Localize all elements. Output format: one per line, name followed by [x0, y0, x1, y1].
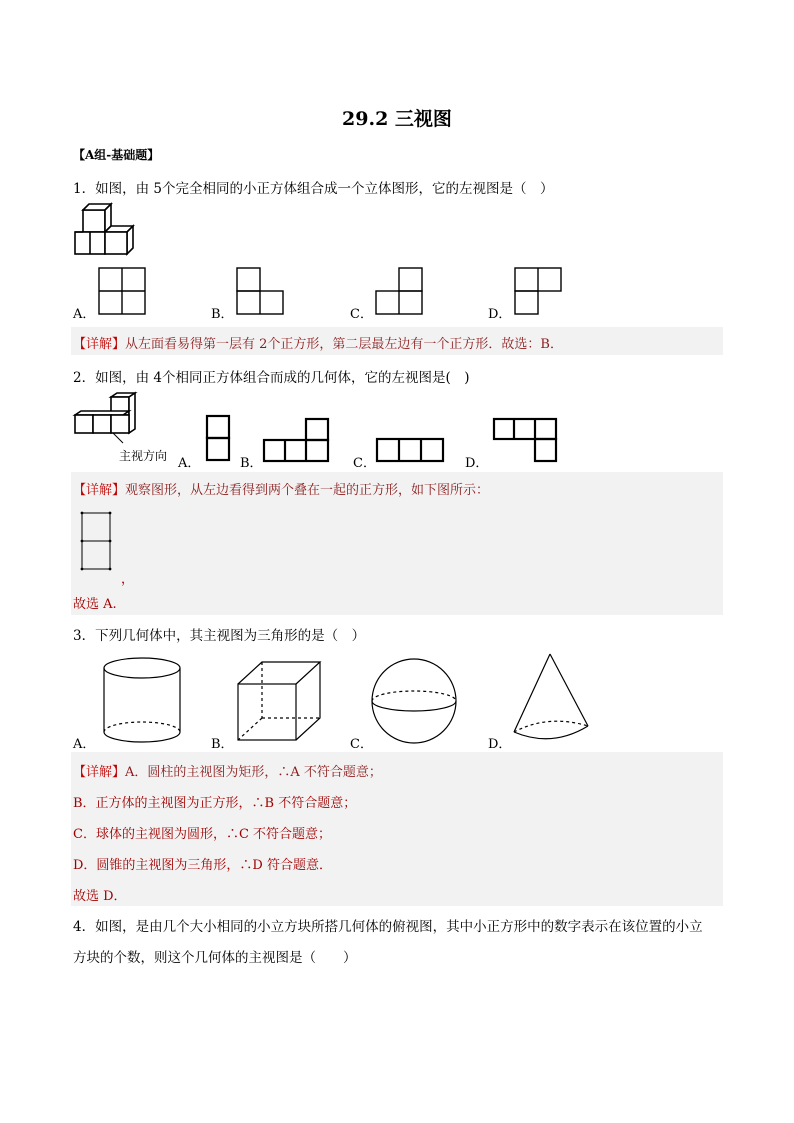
q2-option-c-label: C．: [353, 456, 376, 471]
q3-option-a-label: A．: [73, 737, 96, 752]
q1-answer: [73, 333, 563, 352]
q3-option-b-label: B．: [211, 737, 234, 752]
question-1-text: 1．如图，由 5个完全相同的小正方体组合成一个立体图形，它的左视图是（ ）: [73, 181, 554, 197]
q1-option-c-label: C．: [350, 307, 373, 322]
page-title: 29.2 三视图: [342, 108, 452, 130]
q1-option-b-label: B．: [211, 307, 234, 322]
q2-solid-figure: [73, 393, 139, 439]
q3-answer-line-2: B．正方体的主视图为正方形，∴B 不符合题意；: [73, 796, 357, 811]
q1-answer-text: 从左面看易得第一层有 2个正方形，第二层最左边有一个正方形．故选：B．: [125, 337, 563, 352]
q3-answer-tag: 【详解】: [73, 765, 126, 780]
q2-conclusion: 故选 A.: [73, 597, 117, 612]
question-3-text: 3．下列几何体中，其主视图为三角形的是（ ）: [73, 628, 366, 644]
q2-option-d-figure: [492, 417, 558, 463]
q2-option-a-figure: [205, 414, 231, 462]
q3-cube-figure: [236, 660, 322, 742]
q3-option-c-label: C．: [350, 737, 373, 752]
q3-cone-figure: [512, 652, 592, 748]
q3-answer-line-5: 故选 D．: [73, 889, 127, 904]
q1-option-b-figure: [236, 267, 284, 315]
q2-answer-comma: ，: [121, 572, 135, 587]
q3-answer-text-1: A．圆柱的主视图为矩形，∴A 不符合题意；: [125, 765, 382, 780]
q2-option-b-figure: [262, 417, 330, 463]
question-4-line-1: 4．如图，是由几个大小相同的小立方块所搭几何体的俯视图，其中小正方形中的数字表示在该位置的小立: [73, 919, 703, 935]
q1-option-a-label: A．: [73, 307, 96, 322]
q2-answer: [73, 479, 489, 498]
q3-option-d-label: D．: [488, 737, 512, 752]
q2-figure-label: 主视方向: [119, 449, 168, 463]
q2-option-d-label: D．: [465, 456, 489, 471]
question-4-line-2: 方块的个数，则这个几何体的主视图是（ ）: [73, 950, 357, 966]
q1-solid-figure: [73, 201, 143, 263]
q1-option-a-figure: [98, 267, 146, 315]
q2-option-c-figure: [375, 437, 445, 463]
q3-sphere-figure: [370, 657, 458, 745]
q2-answer-text: 观察图形，从左边看得到两个叠在一起的正方形，如下图所示：: [125, 483, 490, 498]
q3-answer-line-1: [73, 761, 382, 780]
q3-answer-line-4: D．圆锥的主视图为三角形，∴D 符合题意．: [73, 858, 332, 873]
section-heading: 【A组-基础题】: [73, 148, 160, 162]
q3-answer-line-3: C．球体的主视图为圆形，∴C 不符合题意；: [73, 827, 332, 842]
q2-answer-figure: [80, 511, 112, 573]
q1-option-d-label: D．: [488, 307, 512, 322]
q2-option-a-label: A．: [178, 456, 201, 471]
question-2-text: 2．如图，由 4个相同正方体组合而成的几何体，它的左视图是( ): [73, 370, 470, 386]
q1-option-c-figure: [375, 267, 423, 315]
q2-option-b-label: B．: [240, 456, 263, 471]
q3-cylinder-figure: [100, 656, 184, 746]
q1-option-d-figure: [514, 267, 562, 315]
q1-answer-tag: 【详解】: [73, 337, 126, 352]
q2-answer-tag: 【详解】: [73, 483, 126, 498]
